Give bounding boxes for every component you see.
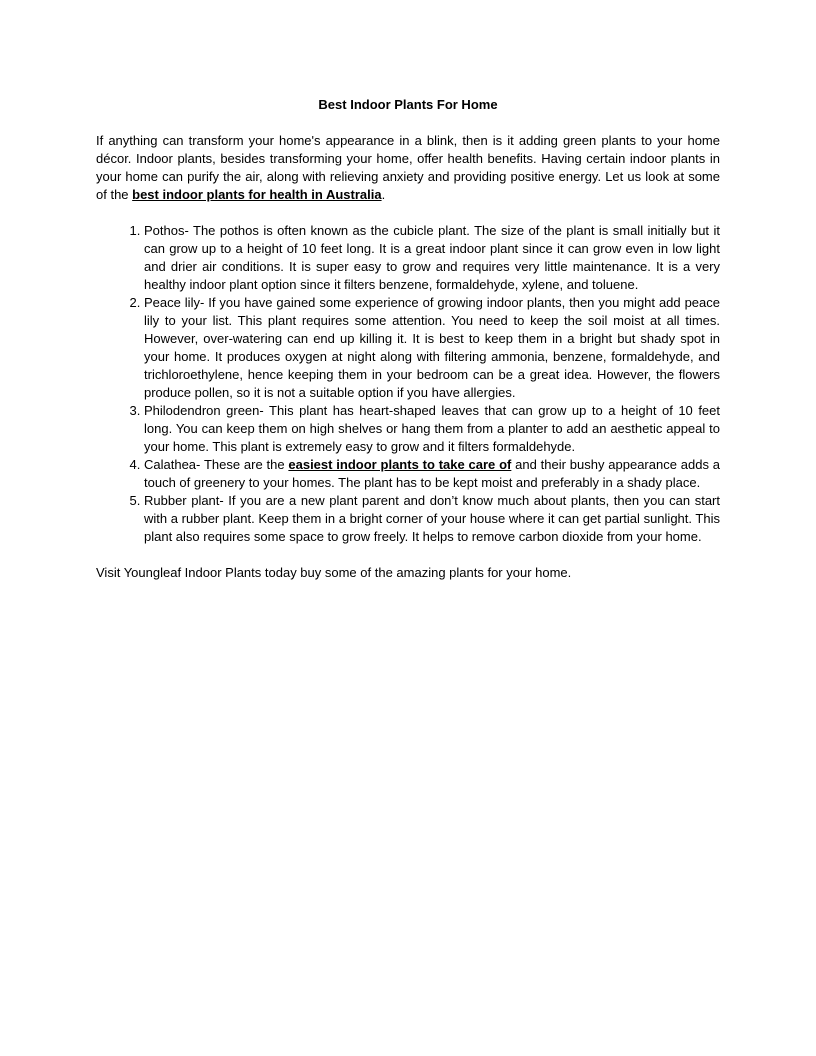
australia-plants-link[interactable]: best indoor plants for health in Australia: [132, 187, 382, 202]
calathea-text-end: and their bushy appearance adds a touch of greenery to your homes. The plant has to be kept moist and preferably in a shady place.: [144, 457, 720, 490]
plant-list: [96, 222, 720, 546]
list-item-rubber-plant: 5. Rubber plant- If you are a new plant parent and don’t know much about plants, then you can start with a rubber plant. Keep them in a bright corner of your house where it can get partial sunlight. This plant also requires some space to grow freely. It helps to remove carbon dioxide from your home.: [144, 492, 720, 546]
list-item-peace-lily: 2. Peace lily- If you have gained some experience of growing indoor plants, then you might add peace lily to your list. This plant requires some attention. You need to keep the soil moist at all times. However, over-watering can end up killing it. It is best to keep them in a bright but shady spot in your home. It produces oxygen at night along with filtering ammonia, benzene, formaldehyde, and trichloroethylene, hence keeping them in your bedroom can be a great idea. However, the flowers produce pollen, so it is not a suitable option if you have allergies.: [144, 294, 720, 402]
list-item-philodendron: 3. Philodendron green- This plant has heart-shaped leaves that can grow up to a height of 10 feet long. You can keep them on high shelves or hang them from a planter to add an aesthetic appeal to your home. This plant is extremely easy to grow and it filters formaldehyde.: [144, 402, 720, 456]
easiest-plants-link[interactable]: easiest indoor plants to take care of: [288, 457, 512, 472]
document-title: Best Indoor Plants For Home: [318, 97, 498, 112]
list-item-calathea: [144, 456, 720, 492]
intro-text-end: .: [381, 187, 386, 202]
calathea-text: Calathea- These are the: [144, 457, 289, 472]
intro-paragraph: [96, 132, 720, 204]
closing-paragraph: Visit Youngleaf Indoor Plants today buy some of the amazing plants for your home.: [96, 565, 572, 580]
document-page: [96, 96, 720, 582]
intro-text: If anything can transform your home's appearance in a blink, then is it adding green plants to your home décor. Indoor plants, besides transforming your home, offer health benefits. Having certain indoor plants in your home can purify the air, along with relieving anxiety and providing positive energy. Let us look at some of the: [96, 133, 720, 202]
list-item-pothos: 1. Pothos- The pothos is often known as the cubicle plant. The size of the plant is small initially but it can grow up to a height of 10 feet long. It is a great indoor plant since it can grow even in low light and drier air conditions. It is super easy to grow and requires very little maintenance. It is a very healthy indoor plant option since it filters benzene, formaldehyde, xylene, and toluene.: [144, 222, 720, 294]
